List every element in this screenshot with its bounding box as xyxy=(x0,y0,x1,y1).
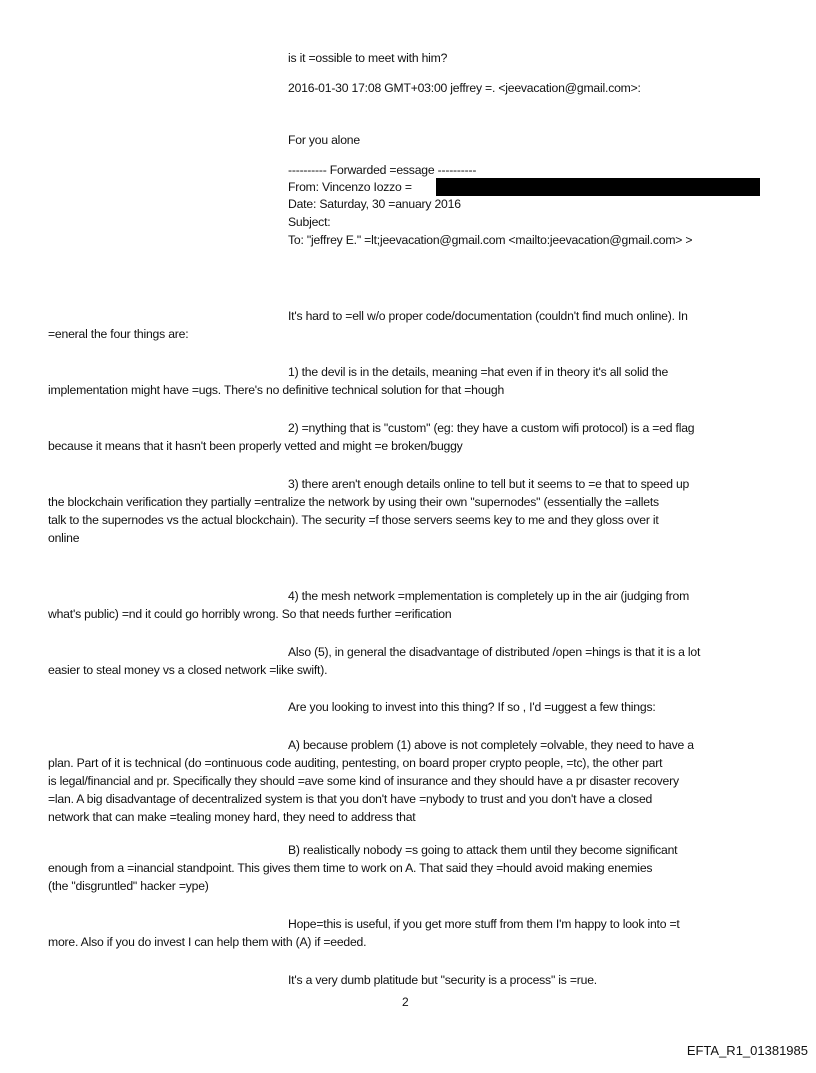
text-line: easier to steal money vs a closed network =like swift). xyxy=(48,663,328,677)
text-line: Hope=this is useful, if you get more stuff from them I'm happy to look into =t xyxy=(288,917,680,931)
text-line: because it means that it hasn't been properly vetted and might =e broken/buggy xyxy=(48,439,463,453)
forward-note: For you alone xyxy=(288,133,360,147)
text-line: 4) the mesh network =mplementation is completely up in the air (judging from xyxy=(288,589,690,603)
text-line: is legal/financial and pr. Specifically they should =ave some kind of insurance and they should have a pr disaster recovery xyxy=(48,774,679,788)
text-line: enough from a =inancial standpoint. This gives them time to work on A. That said they =hould avoid making enemies xyxy=(48,861,653,875)
text-line: (the "disgruntled" hacker =ype) xyxy=(48,879,209,893)
quote-header: 2016-01-30 17:08 GMT+03:00 jeffrey =. <jeevacation@gmail.com>: xyxy=(288,81,641,95)
forwarded-to: To: "jeffrey E." =lt;jeevacation@gmail.com <mailto:jeevacation@gmail.com> > xyxy=(288,233,693,247)
text-line: network that can make =tealing money hard, they need to address that xyxy=(48,810,416,824)
text-line: B) realistically nobody =s going to attack them until they become significant xyxy=(288,843,678,857)
text-line: It's a very dumb platitude but "security is a process" is =rue. xyxy=(288,973,597,987)
text-line: the blockchain verification they partially =entralize the network by using their own "supernodes" (essentially the =allets xyxy=(48,495,659,509)
text-line: talk to the supernodes vs the actual blockchain). The security =f those servers seems key to me and they gloss over it xyxy=(48,513,659,527)
forwarded-date: Date: Saturday, 30 =anuary 2016 xyxy=(288,197,461,211)
text-line: Also (5), in general the disadvantage of distributed /open =hings is that it is a lot xyxy=(288,645,701,659)
text-line: 2) =nything that is "custom" (eg: they have a custom wifi protocol) is a =ed flag xyxy=(288,421,695,435)
text-line: Are you looking to invest into this thing? If so , I'd =uggest a few things: xyxy=(288,700,656,714)
text-line: implementation might have =ugs. There's no definitive technical solution for that =hough xyxy=(48,383,505,397)
text-line: It's hard to =ell w/o proper code/documentation (couldn't find much online). In xyxy=(288,309,688,323)
text-line: plan. Part of it is technical (do =ontinuous code auditing, pentesting, on board proper crypto people, =tc), the other part xyxy=(48,756,663,770)
forwarded-from: From: Vincenzo Iozzo = xyxy=(288,180,412,194)
redaction-box xyxy=(436,178,760,196)
text-line: more. Also if you do invest I can help them with (A) if =eeded. xyxy=(48,935,367,949)
reply-question: is it =ossible to meet with him? xyxy=(288,51,448,65)
text-line: 1) the devil is in the details, meaning =hat even if in theory it's all solid the xyxy=(288,365,669,379)
forwarded-separator: ---------- Forwarded =essage ---------- xyxy=(288,163,477,177)
text-line: =eneral the four things are: xyxy=(48,327,189,341)
text-line: online xyxy=(48,531,80,545)
text-line: what's public) =nd it could go horribly wrong. So that needs further =erification xyxy=(48,607,452,621)
text-line: =lan. A big disadvantage of decentralized system is that you don't have =nybody to trust and you don't have a closed xyxy=(48,792,653,806)
forwarded-subject: Subject: xyxy=(288,215,331,229)
bates-number: EFTA_R1_01381985 xyxy=(686,1043,808,1058)
text-line: 3) there aren't enough details online to tell but it seems to =e that to speed up xyxy=(288,477,690,491)
text-line: A) because problem (1) above is not completely =olvable, they need to have a xyxy=(288,738,694,752)
page-number: 2 xyxy=(402,995,409,1009)
